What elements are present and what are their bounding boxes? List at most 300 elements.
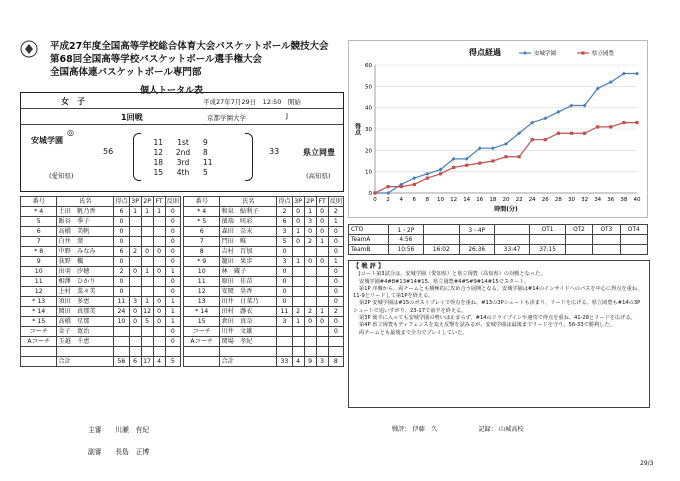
stats-cell: 土田 帆乃香 <box>57 207 114 217</box>
stats-header-cell: 得点 <box>115 197 128 205</box>
stats-cell <box>153 347 165 357</box>
stats-cell: 7 <box>21 237 57 247</box>
stats-cell: 4 <box>292 357 304 367</box>
x-tick-label: 10 <box>437 197 444 203</box>
x-tick-label: 20 <box>502 197 510 203</box>
stats-cell: 1 <box>165 297 180 307</box>
cto-cell: 3・4P <box>459 225 494 235</box>
stats-cell: 0 <box>114 217 129 227</box>
stats-cell: 3 <box>129 297 141 307</box>
data-point <box>531 138 534 141</box>
x-tick-label: 38 <box>620 197 628 203</box>
stats-cell: 0 <box>316 217 328 227</box>
stats-cell <box>114 337 129 347</box>
stats-cell: 5 <box>141 317 153 327</box>
data-point <box>635 121 638 124</box>
review-paragraph: Jコート第3試合は、安城学園（愛知県）と県立岡豊（高知県）の対戦となった。 <box>359 271 546 278</box>
stats-cell: 15 <box>183 317 219 327</box>
review-title: 【 戦 評 】 <box>353 263 385 270</box>
data-point <box>425 172 429 176</box>
table-row <box>21 267 344 277</box>
stats-cell: 0 <box>165 237 180 247</box>
stats-cell <box>57 347 114 357</box>
stats-cell: 林 蔵子 <box>220 267 277 277</box>
venue: 京都学園大学 <box>207 114 246 122</box>
stats-cell <box>304 327 316 337</box>
winner-mark: ◎ <box>67 128 74 137</box>
stats-cell <box>316 347 328 357</box>
stats-cell: * 9 <box>183 257 219 267</box>
stats-cell: 0 <box>292 237 304 247</box>
review-paragraph: 第3P 後半に入っても安城学園の勢いは止まらず、#14のドライブインや速攻で得点を重ね、41-28とリードを広げる。 <box>359 315 636 322</box>
stats-cell: 11 <box>21 277 57 287</box>
stats-cell <box>292 337 304 347</box>
stats-cell: 6 <box>114 207 129 217</box>
data-point <box>504 155 507 158</box>
stats-cell: 2 <box>114 267 129 277</box>
stats-cell: 0 <box>277 277 292 287</box>
cto-cell: 33:47 <box>494 245 529 255</box>
stats-cell: 2 <box>292 307 304 317</box>
table-row <box>21 237 344 247</box>
x-tick-label: 2 <box>386 197 390 203</box>
stats-cell: 0 <box>153 317 165 327</box>
stats-cell: 0 <box>153 247 165 257</box>
stats-cell: 0 <box>328 317 343 327</box>
review-by: 伊藤 久 <box>412 426 438 433</box>
stats-cell: 川井 文雄 <box>220 327 277 337</box>
table-row <box>21 227 344 237</box>
y-tick-label: 0 <box>368 191 372 197</box>
stats-cell: 0 <box>304 257 316 267</box>
stats-cell <box>129 287 141 297</box>
stats-cell <box>277 327 292 337</box>
x-tick-label: 12 <box>450 197 458 203</box>
stats-cell: 0 <box>328 237 343 247</box>
game-info-row <box>21 93 343 109</box>
stats-cell: 上村 菜々美 <box>57 287 114 297</box>
referee-label: 主審 <box>88 426 102 434</box>
page-subtitle: 個人トータル表 <box>140 86 204 96</box>
stats-cell: 1 <box>316 307 328 317</box>
y-tick-label: 10 <box>365 169 372 176</box>
legend-label: 県立岡豊 <box>592 51 615 57</box>
stats-cell <box>328 347 343 357</box>
data-point <box>478 162 481 165</box>
stats-cell <box>141 237 153 247</box>
stats-cell <box>153 217 165 227</box>
stats-cell <box>153 277 165 287</box>
score-progress-chart <box>348 40 648 218</box>
stats-cell: 0 <box>165 227 180 237</box>
stats-cell: 0 <box>153 307 165 317</box>
stats-cell: 吉村 百加 <box>220 247 277 257</box>
stats-cell <box>304 287 316 297</box>
stats-cell: * 14 <box>183 307 219 317</box>
x-tick-label: 6 <box>412 197 417 203</box>
data-point <box>518 155 521 158</box>
stats-cell: 6 <box>183 227 219 237</box>
header-line3: 全国高体連バスケットボール専門部 <box>50 67 202 78</box>
review-paragraph: 両チームとも最後まで全力でプレイしていた。 <box>359 329 468 336</box>
stats-cell: 0 <box>316 207 328 217</box>
stats-header-cell: 3P <box>129 197 141 207</box>
team-a-name: 安城学園 <box>31 136 63 145</box>
stats-cell: * 4 <box>21 207 57 217</box>
stats-cell <box>141 217 153 227</box>
stats-cell: Aコーチ <box>183 337 219 347</box>
cto-cell: 10:56 <box>388 245 423 255</box>
stats-cell: 1 <box>141 297 153 307</box>
stats-cell: 玉越 千恵 <box>57 337 114 347</box>
stats-cell: 0 <box>129 307 141 317</box>
stats-header-cell: 得点 <box>278 197 291 205</box>
legend-marker <box>581 51 584 54</box>
y-axis-label: 得点 <box>353 123 361 135</box>
quarter-row: 15 4th 5 <box>153 168 208 177</box>
x-tick-label: 22 <box>515 197 523 203</box>
quarter-row: 18 3rd 11 <box>153 158 213 167</box>
stats-cell: 森田 奈未 <box>220 227 277 237</box>
table-row <box>349 235 648 245</box>
officials <box>88 419 149 463</box>
cto-cell <box>620 245 647 255</box>
stats-cell: 0 <box>141 247 153 257</box>
stats-cell: 6 <box>129 357 141 367</box>
table-row <box>349 225 648 235</box>
x-tick-label: 36 <box>607 197 615 203</box>
stats-cell <box>183 357 219 367</box>
stats-cell: 中野 みなみ <box>57 247 114 257</box>
stats-cell <box>183 347 219 357</box>
stats-cell <box>292 287 304 297</box>
stats-cell <box>129 237 141 247</box>
x-tick-label: 14 <box>463 197 471 203</box>
stats-cell: 1 <box>141 267 153 277</box>
stats-header-cell: 反則 <box>166 197 179 205</box>
stats-cell <box>153 327 165 337</box>
stats-cell <box>153 337 165 347</box>
stats-cell <box>129 227 141 237</box>
stats-cell <box>316 327 328 337</box>
stats-cell: 0 <box>304 227 316 237</box>
round-label: 1回戦 <box>121 113 143 122</box>
stats-cell <box>316 267 328 277</box>
table-row <box>21 307 344 317</box>
stats-cell: 0 <box>114 257 129 267</box>
cto-cell: OT4 <box>620 225 647 235</box>
y-tick-label: 20 <box>365 148 372 155</box>
stats-cell <box>316 337 328 347</box>
stats-cell: 0 <box>316 257 328 267</box>
stats-cell <box>328 337 343 347</box>
stats-cell <box>277 347 292 357</box>
stats-cell: 岡田 真那美 <box>57 307 114 317</box>
page-number: 29/3 <box>640 460 654 467</box>
team-b-pref: (高知県) <box>306 172 331 180</box>
team-b-name: 県立岡豊 <box>303 148 335 157</box>
sex-label: 女子 <box>61 97 93 106</box>
stats-cell: 0 <box>129 267 141 277</box>
stats-cell: 0 <box>114 277 129 287</box>
stats-cell <box>114 327 129 337</box>
cto-cell <box>593 245 620 255</box>
cto-cell: 4:56 <box>388 235 423 245</box>
stats-cell <box>316 277 328 287</box>
stats-cell: コーチ <box>21 327 57 337</box>
stats-cell: 0 <box>165 287 180 297</box>
data-point <box>596 125 599 128</box>
chart-svg <box>349 41 647 217</box>
data-point <box>570 132 573 135</box>
review-by-label: 戦評： <box>392 426 411 433</box>
cto-cell <box>424 225 459 235</box>
stats-cell <box>141 347 153 357</box>
stats-cell: 0 <box>277 287 292 297</box>
stats-cell: 5 <box>165 357 180 367</box>
stats-cell <box>21 347 57 357</box>
stats-cell <box>153 237 165 247</box>
stats-cell: 0 <box>328 227 343 237</box>
stats-cell: * 8 <box>21 247 57 257</box>
stats-cell: 0 <box>304 317 316 327</box>
review-paragraph: 第2P 安城学園は#15のポストプレイで得点を重ね、#13の3Pシュートも決まり、リードを広げる。県立岡豊も#14の3Pシュートで追いすがり、23-17で前半を終える。 <box>353 300 641 314</box>
stats-cell: 0 <box>292 217 304 227</box>
table-row <box>21 287 344 297</box>
game-review <box>348 260 650 408</box>
stats-cell: 田村 瀞衣 <box>220 307 277 317</box>
legend-label: 安城学園 <box>534 51 557 57</box>
stats-cell: 3 <box>304 217 316 227</box>
stats-cell: 0 <box>114 237 129 247</box>
stats-cell: 11 <box>277 307 292 317</box>
stats-cell: 0 <box>165 207 180 217</box>
data-point <box>609 125 612 128</box>
stats-cell <box>153 227 165 237</box>
review-paragraph: 第1P 序盤から、両チームとも積極的に攻め合う展開となる。安城学園は#14のインサイドへのパスを中心に得点を重ね、11-9とリードして第1Pを終える。 <box>353 285 643 300</box>
data-point <box>413 183 416 186</box>
stats-header-cell: 3P <box>292 197 304 207</box>
x-tick-label: 30 <box>568 197 575 203</box>
table-row <box>21 277 344 287</box>
data-point <box>491 146 495 150</box>
stats-cell: 倉田 真奈 <box>220 317 277 327</box>
stats-cell: 0 <box>316 227 328 237</box>
stats-cell: 高橋 星那 <box>57 317 114 327</box>
stats-cell: 0 <box>165 257 180 267</box>
y-tick-label: 30 <box>365 127 372 133</box>
legend-marker <box>523 51 527 55</box>
stats-cell: * 14 <box>21 307 57 317</box>
stats-cell: 0 <box>328 327 343 337</box>
stats-cell: 6 <box>277 217 292 227</box>
stats-cell: 0 <box>165 217 180 227</box>
table-row <box>21 297 344 307</box>
stats-cell: 0 <box>153 297 165 307</box>
stats-cell: 相澤 ひかり <box>57 277 114 287</box>
cto-cell: OT1 <box>530 225 565 235</box>
stats-cell: 12 <box>141 307 153 317</box>
umpire-label: 副審 <box>88 448 102 456</box>
stats-cell: 5 <box>21 217 57 227</box>
stats-cell: コーチ <box>183 327 219 337</box>
header <box>20 40 350 79</box>
table-row <box>21 247 344 257</box>
stats-cell <box>129 327 141 337</box>
stats-cell: 白井 葉 <box>57 237 114 247</box>
court: J <box>286 112 289 120</box>
x-axis-label: 時間(分) <box>494 206 518 213</box>
stats-header-cell: 2P <box>304 197 316 207</box>
stats-cell: 8 <box>183 247 219 257</box>
stats-cell: 2 <box>304 307 316 317</box>
chart-title: 得点経過 <box>469 48 501 57</box>
stats-cell <box>304 347 316 357</box>
stats-cell: 1 <box>141 207 153 217</box>
stats-cell: 1 <box>328 257 343 267</box>
team-a-pref: (愛知県) <box>49 172 74 180</box>
stats-cell: 10 <box>21 267 57 277</box>
cto-cell: TeamA <box>349 235 389 245</box>
table-row <box>21 347 344 357</box>
stats-cell: 須田 多恵 <box>57 297 114 307</box>
stats-cell <box>304 267 316 277</box>
quarter-row: 12 2nd 8 <box>153 148 208 157</box>
stats-cell: 0 <box>328 297 343 307</box>
stats-cell <box>21 357 57 367</box>
data-point <box>400 185 403 188</box>
stats-cell <box>129 257 141 267</box>
stats-cell: 0 <box>165 247 180 257</box>
data-point <box>543 116 547 120</box>
cto-table <box>348 224 648 255</box>
stats-cell <box>316 297 328 307</box>
stats-cell <box>153 257 165 267</box>
y-tick-label: 40 <box>365 105 372 112</box>
stats-cell: 0 <box>316 317 328 327</box>
x-tick-label: 16 <box>476 197 484 203</box>
stats-cell <box>292 297 304 307</box>
stats-cell: 6 <box>114 247 129 257</box>
stats-cell <box>292 247 304 257</box>
stats-cell <box>292 277 304 287</box>
stats-cell: 0 <box>277 297 292 307</box>
stats-cell: 2 <box>129 247 141 257</box>
cto-cell <box>459 235 494 245</box>
stats-header-cell: 氏名 <box>220 197 277 207</box>
stats-header-cell: FT <box>153 197 165 207</box>
x-tick-label: 0 <box>373 197 377 203</box>
stats-header-cell: FT <box>316 197 328 207</box>
header-line1: 平成27年度全国高等学校総合体育大会バスケットボール競技大会 <box>50 41 329 52</box>
table-row <box>21 337 344 347</box>
stats-cell: 0 <box>114 287 129 297</box>
stats-cell: 0 <box>328 267 343 277</box>
stats-header-cell: 番号 <box>21 197 57 207</box>
stats-cell <box>304 297 316 307</box>
stats-cell: 1 <box>316 237 328 247</box>
table-row <box>21 327 344 337</box>
stats-cell: * 4 <box>183 207 219 217</box>
stats-cell: 2 <box>277 207 292 217</box>
stats-cell: 田井 日菜乃 <box>220 297 277 307</box>
stats-cell: 10 <box>183 267 219 277</box>
data-point <box>556 110 560 114</box>
score-bracket-right <box>245 133 253 181</box>
x-tick-label: 34 <box>594 197 602 203</box>
stats-cell: 1 <box>165 307 180 317</box>
stats-cell: 0 <box>292 207 304 217</box>
stats-cell: 6 <box>21 227 57 237</box>
y-tick-label: 50 <box>365 84 372 91</box>
stats-cell: 1 <box>328 217 343 227</box>
stats-cell: 3 <box>316 357 328 367</box>
quarter-row: 11 1st 9 <box>153 138 208 147</box>
table-row <box>21 357 344 367</box>
stats-cell: 3 <box>277 227 292 237</box>
cto-cell <box>494 235 529 245</box>
stats-cell <box>304 277 316 287</box>
stats-cell <box>129 337 141 347</box>
stats-header-row <box>21 197 344 207</box>
data-point <box>570 104 574 108</box>
data-point <box>412 176 416 180</box>
data-point <box>491 159 494 162</box>
stats-cell: 0 <box>277 247 292 257</box>
stats-cell: * 15 <box>21 317 57 327</box>
series-line <box>375 74 637 193</box>
team-a-score: 56 <box>103 147 114 156</box>
stats-cell: 33 <box>277 357 292 367</box>
record-by-label: 記録： <box>478 426 497 433</box>
stats-cell: * 5 <box>183 217 219 227</box>
data-point <box>426 176 429 179</box>
stats-cell: 1 <box>165 317 180 327</box>
stats-cell: 12 <box>183 287 219 297</box>
x-tick-label: 8 <box>425 197 430 203</box>
stats-cell: 11 <box>183 277 219 287</box>
stats-cell <box>141 327 153 337</box>
stats-cell: 2 <box>328 307 343 317</box>
game-round-row <box>21 109 343 125</box>
stats-cell: 8 <box>328 357 343 367</box>
stats-cell: 1 <box>129 207 141 217</box>
cto-cell: OT3 <box>593 225 620 235</box>
stats-cell: 17 <box>141 357 153 367</box>
stats-cell: 和泉 鮎利子 <box>220 207 277 217</box>
stats-header-cell: 氏名 <box>57 197 114 207</box>
x-tick-label: 4 <box>399 197 403 203</box>
stats-cell: 金子 寛治 <box>57 327 114 337</box>
x-tick-label: 18 <box>489 197 497 203</box>
stats-cell: 2 <box>328 207 343 217</box>
stats-cell: 10 <box>114 317 129 327</box>
y-tick-label: 60 <box>365 63 372 69</box>
table-row <box>21 257 344 267</box>
team-b-score: 33 <box>269 147 280 156</box>
review-paragraph: 安城学園#4#8#13#14#15、県立岡豊#4#5#9#14#15でスタート。 <box>359 278 530 285</box>
stats-cell <box>292 327 304 337</box>
cto-cell <box>530 235 565 245</box>
stats-cell: 13 <box>183 297 219 307</box>
game-date: 平成27年7月29日 12:50 開始 <box>203 98 301 106</box>
cto-cell: 26:36 <box>459 245 494 255</box>
x-tick-label: 28 <box>554 197 562 203</box>
table-row <box>349 245 648 255</box>
stats-cell: 合計 <box>57 357 114 367</box>
cto-cell <box>593 235 620 245</box>
cto-cell: OT2 <box>565 225 592 235</box>
